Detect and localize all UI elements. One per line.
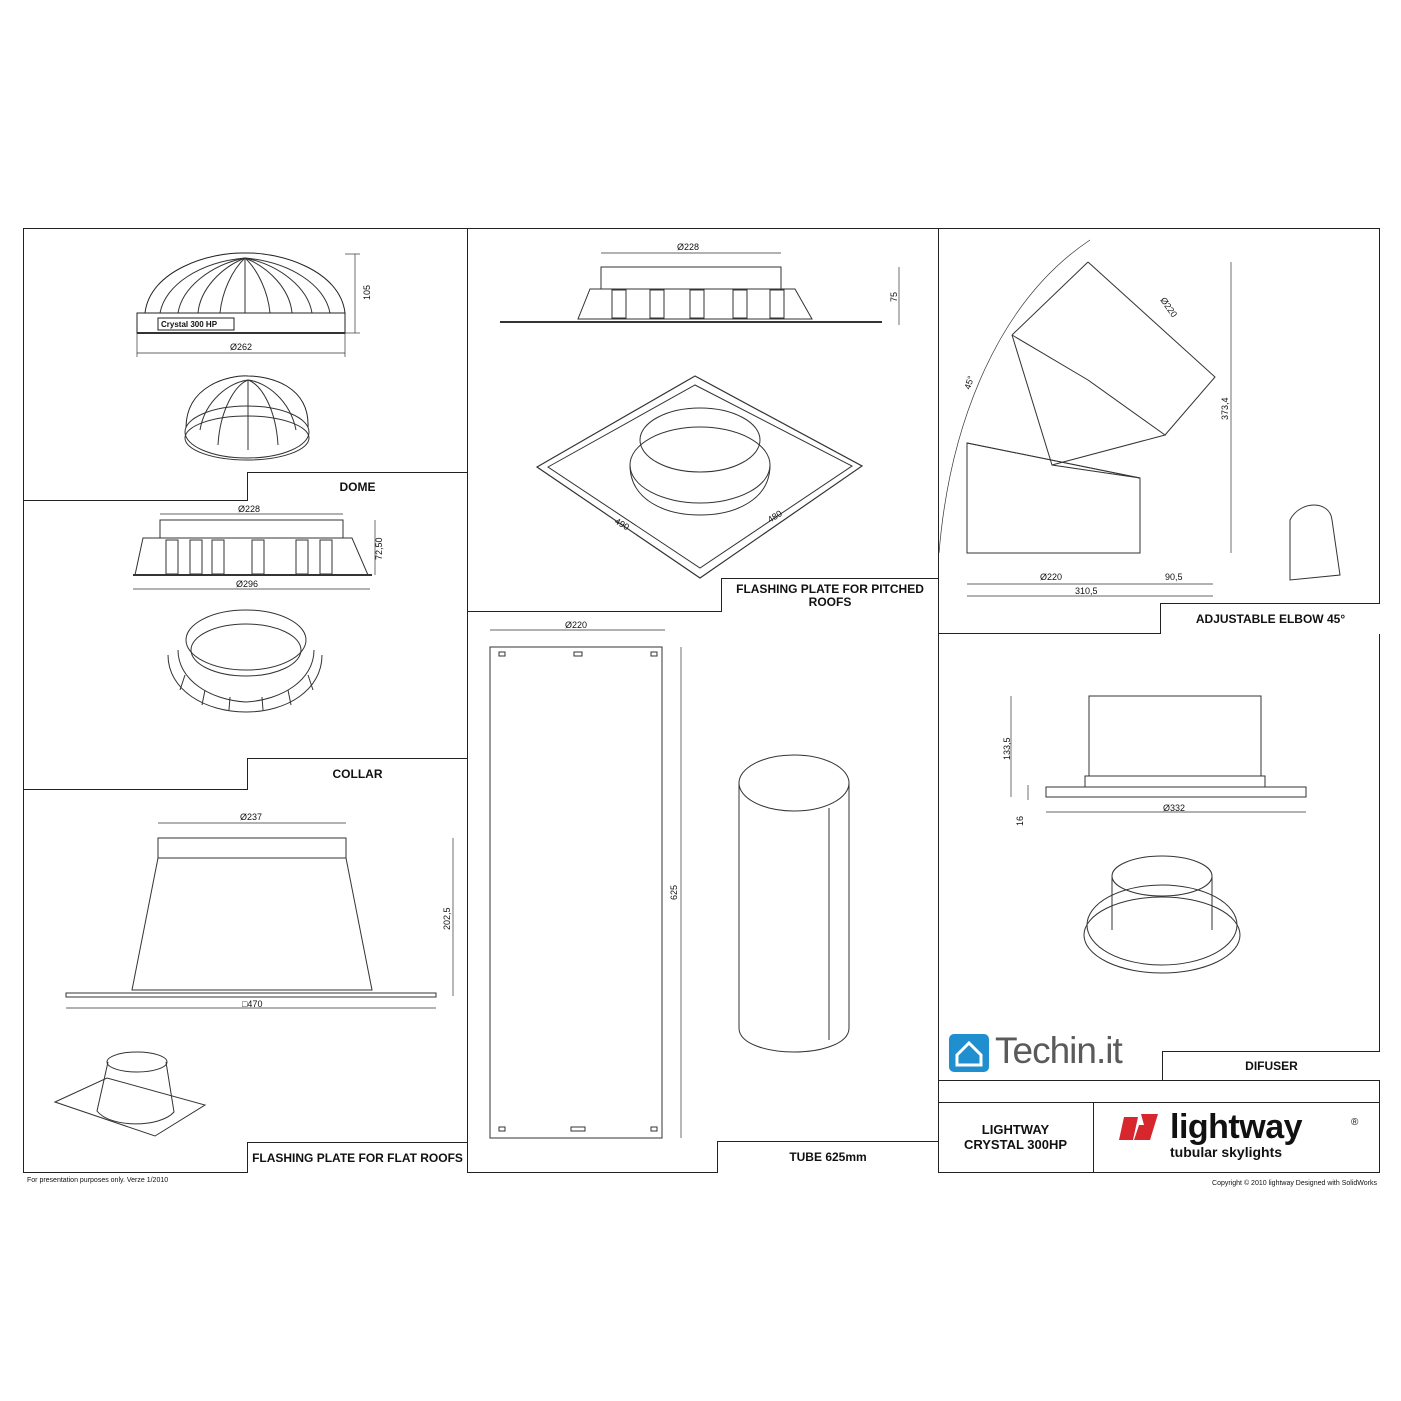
tube-flat-sheet xyxy=(490,630,681,1138)
dim-elbow-offset: 90,5 xyxy=(1165,572,1183,582)
dim-collar-top: Ø228 xyxy=(238,504,261,514)
dim-difuser-height: 133,5 xyxy=(1002,737,1012,760)
dim-pitched-top: Ø228 xyxy=(677,242,700,252)
dome-badge-text: Crystal 300 HP xyxy=(161,320,218,329)
label-pitched-roofs: FLASHING PLATE FOR PITCHED ROOFS xyxy=(721,578,938,612)
dim-collar-height: 72,50 xyxy=(374,537,384,560)
title-line1: LIGHTWAY xyxy=(981,1122,1050,1137)
dim-elbow-height: 373,4 xyxy=(1220,397,1230,420)
dim-elbow-top: Ø220 xyxy=(1158,295,1180,320)
dim-tube-length: 625 xyxy=(669,884,679,900)
flat-roof-isometric xyxy=(55,1052,205,1136)
brand-tagline: tubular skylights xyxy=(1170,1144,1283,1160)
label-dome: DOME xyxy=(247,472,467,501)
title-line2: CRYSTAL 300HP xyxy=(963,1137,1068,1152)
dimension-labels xyxy=(161,242,1230,1009)
collar-isometric xyxy=(168,610,322,712)
label-difuser: DIFUSER xyxy=(1162,1051,1380,1081)
dome-isometric xyxy=(185,376,309,460)
dim-elbow-bottom: Ø220 xyxy=(1040,572,1063,582)
tube-isometric xyxy=(739,755,849,1052)
dim-tube-width: Ø220 xyxy=(565,620,588,630)
dim-elbow-angle: 45° xyxy=(962,374,977,391)
difuser-isometric xyxy=(1084,856,1240,973)
dim-flat-top: Ø237 xyxy=(240,812,263,822)
dim-dome-height: 105 xyxy=(362,284,372,300)
label-tube: TUBE 625mm xyxy=(717,1141,938,1173)
footer-note: For presentation purposes only. Verze 1/2010 xyxy=(27,1177,169,1184)
dim-flat-base: □470 xyxy=(242,999,263,1009)
dim-difuser-diameter: Ø332 xyxy=(1163,803,1186,813)
label-flat-roofs: FLASHING PLATE FOR FLAT ROOFS xyxy=(247,1142,467,1173)
dim-flat-height: 202,5 xyxy=(442,907,452,930)
dim-pitched-b: 480 xyxy=(765,508,784,525)
label-collar: COLLAR xyxy=(247,758,467,790)
dim-pitched-height: 75 xyxy=(889,291,899,302)
difuser-elevation xyxy=(1011,696,1306,812)
collar-elevation xyxy=(133,514,375,589)
dim-dome-diameter: Ø262 xyxy=(230,342,253,352)
pitched-roof-elevation xyxy=(500,253,899,325)
pitched-roof-isometric xyxy=(537,376,862,578)
label-elbow: ADJUSTABLE ELBOW 45° xyxy=(1160,603,1380,634)
footer-copyright: Copyright © 2010 lightway Designed with SolidWorks xyxy=(1212,1180,1377,1187)
brand-registered: ® xyxy=(1351,1117,1359,1128)
elbow-elevation xyxy=(939,240,1340,596)
dim-pitched-a: 490 xyxy=(613,516,632,533)
dim-elbow-total: 310,5 xyxy=(1075,586,1098,596)
brand-name: lightway xyxy=(1170,1108,1303,1146)
watermark-text: Techin.it xyxy=(995,1030,1122,1071)
dim-collar-bottom: Ø296 xyxy=(236,579,259,589)
flat-roof-elevation xyxy=(66,823,453,1008)
dim-difuser-flange: 16 xyxy=(1015,815,1025,826)
